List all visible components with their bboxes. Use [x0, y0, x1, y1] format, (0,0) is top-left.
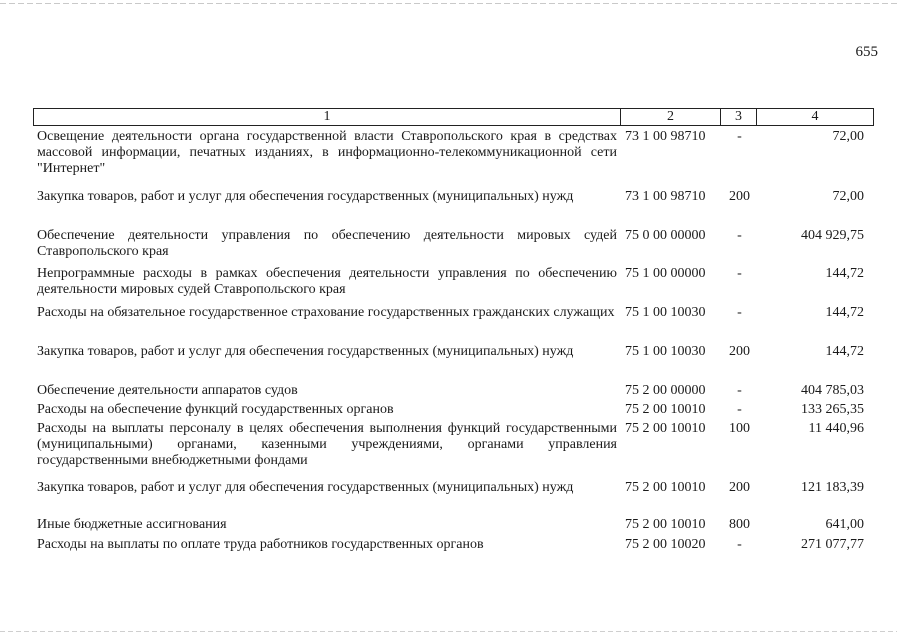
row-code: 73 1 00 98710 — [625, 189, 706, 204]
row-type: 800 — [729, 517, 750, 532]
row-code: 75 2 00 10010 — [625, 402, 706, 417]
row-code: 75 2 00 00000 — [625, 383, 706, 398]
row-code: 73 1 00 98710 — [625, 129, 706, 144]
row-code: 75 2 00 10020 — [625, 537, 706, 552]
row-amount: 641,00 — [825, 517, 864, 532]
row-type: 200 — [729, 480, 750, 495]
row-code: 75 1 00 00000 — [625, 266, 706, 281]
row-type: - — [737, 537, 742, 552]
row-type: - — [737, 228, 742, 243]
row-code: 75 1 00 10030 — [625, 344, 706, 359]
row-description: Закупка товаров, работ и услуг для обеспечения государственных (муниципальных) нужд — [37, 189, 574, 204]
row-type: - — [737, 129, 742, 144]
row-amount: 121 183,39 — [801, 480, 864, 495]
row-description: Расходы на выплаты персоналу в целях обеспечения выполнения функций государственными (муниципальными) органами, казенными учреждениями, органами управления государственными внебюджетными фондами — [37, 421, 617, 468]
row-amount: 72,00 — [832, 189, 864, 204]
row-description: Расходы на выплаты по оплате труда работников государственных органов — [37, 537, 484, 552]
row-code: 75 2 00 10010 — [625, 517, 706, 532]
row-description: Расходы на обеспечение функций государственных органов — [37, 402, 394, 417]
row-type: - — [737, 266, 742, 281]
row-amount: 404 929,75 — [801, 228, 864, 243]
row-description: Обеспечение деятельности аппаратов судов — [37, 383, 298, 398]
row-amount: 144,72 — [825, 305, 864, 320]
row-code: 75 0 00 00000 — [625, 228, 706, 243]
row-description: Непрограммные расходы в рамках обеспечения деятельности управления по обеспечению деятельности мировых судей Ставропольского края — [37, 266, 617, 297]
row-type: - — [737, 305, 742, 320]
row-amount: 72,00 — [832, 129, 864, 144]
row-type: - — [737, 383, 742, 398]
header-col-3: 3 — [721, 109, 757, 126]
row-type: 200 — [729, 189, 750, 204]
column-header-table — [33, 108, 874, 126]
page-number: 655 — [855, 44, 878, 60]
row-description: Иные бюджетные ассигнования — [37, 517, 227, 532]
row-amount: 144,72 — [825, 266, 864, 281]
row-amount: 271 077,77 — [801, 537, 864, 552]
row-type: 100 — [729, 421, 750, 436]
row-description: Освещение деятельности органа государственной власти Ставропольского края в средствах массовой информации, печатных изданиях, в информационно-телекоммуникационной сети "Интернет" — [37, 129, 617, 176]
row-amount: 144,72 — [825, 344, 864, 359]
row-code: 75 2 00 10010 — [625, 480, 706, 495]
scan-edge-bottom — [0, 631, 897, 632]
row-amount: 133 265,35 — [801, 402, 864, 417]
row-description: Закупка товаров, работ и услуг для обеспечения государственных (муниципальных) нужд — [37, 344, 574, 359]
row-description: Обеспечение деятельности управления по обеспечению деятельности мировых судей Ставропольского края — [37, 228, 617, 259]
header-col-2: 2 — [621, 109, 721, 126]
row-description: Закупка товаров, работ и услуг для обеспечения государственных (муниципальных) нужд — [37, 480, 574, 495]
row-code: 75 2 00 10010 — [625, 421, 706, 436]
row-description: Расходы на обязательное государственное страхование государственных гражданских служащих — [37, 305, 615, 320]
row-amount: 11 440,96 — [808, 421, 864, 436]
scan-edge-top — [0, 3, 897, 4]
header-col-4: 4 — [757, 109, 874, 126]
header-col-1: 1 — [34, 109, 621, 126]
row-code: 75 1 00 10030 — [625, 305, 706, 320]
row-type: 200 — [729, 344, 750, 359]
row-type: - — [737, 402, 742, 417]
row-amount: 404 785,03 — [801, 383, 864, 398]
